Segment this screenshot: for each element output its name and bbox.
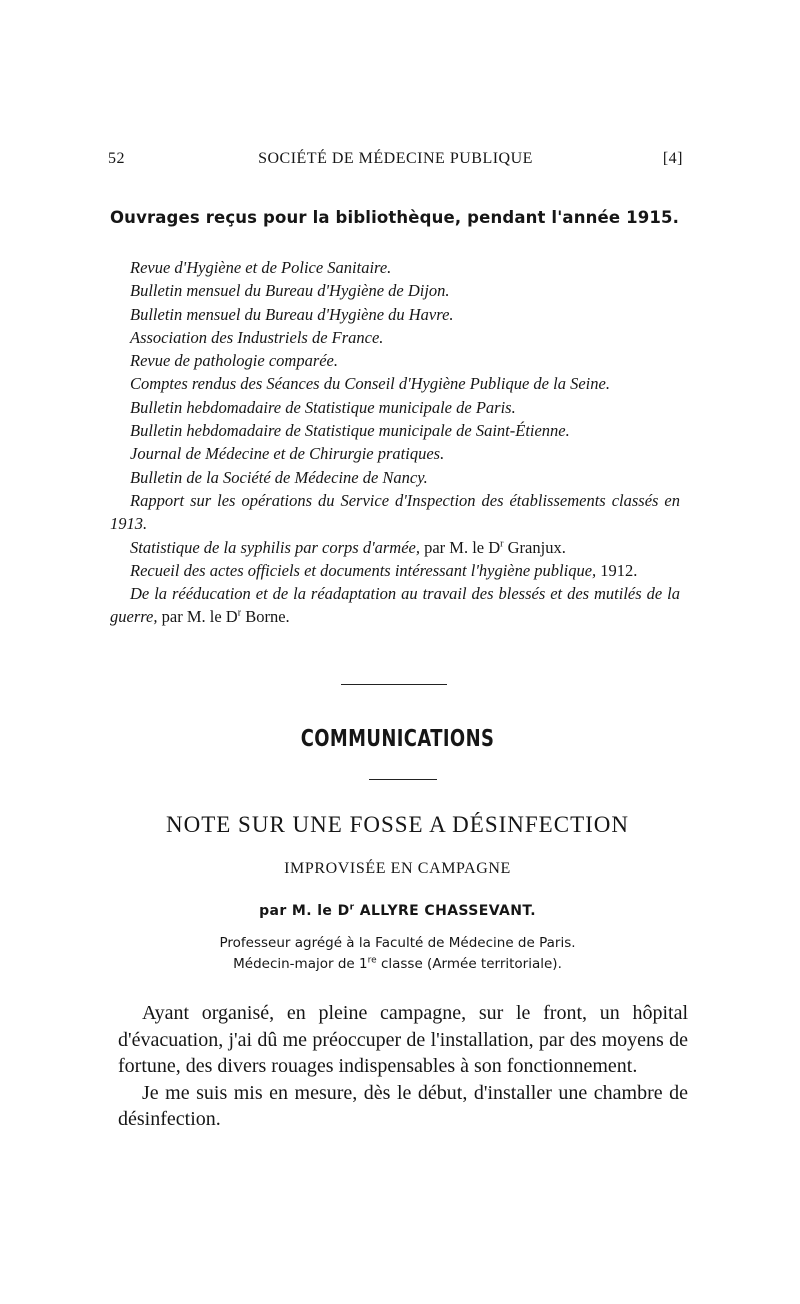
bibliography-entry: [110, 559, 680, 582]
article-subtitle: IMPROVISÉE EN CAMPAGNE: [284, 860, 511, 877]
running-title: SOCIÉTÉ DE MÉDECINE PUBLIQUE: [258, 150, 533, 167]
author-affiliation: [110, 933, 685, 975]
bibliography-entry: Bulletin hebdomadaire de Statistique municipale de Paris.: [130, 397, 516, 417]
affiliation-sup: re: [367, 955, 377, 966]
bibliography-entry: [110, 536, 680, 559]
bibliography-entry: Rapport sur les opérations du Service d'Inspection des établissements classés en 1913.: [110, 490, 680, 534]
entry-year: 1912.: [600, 560, 638, 580]
bibliography-list: [110, 256, 680, 629]
entry-sup: r: [237, 607, 242, 619]
bibliography-entry: Bulletin de la Société de Médecine de Nancy.: [130, 467, 428, 487]
entry-by: par M. le D: [161, 607, 238, 627]
affiliation-text: classe (Armée territoriale).: [380, 956, 562, 972]
heading-rule: [369, 779, 437, 780]
author-name: ALLYRE CHASSEVANT.: [359, 903, 536, 919]
bibliography-entry: Comptes rendus des Séances du Conseil d'Hygiène Publique de la Seine.: [130, 374, 610, 394]
bibliography-entry: Revue d'Hygiène et de Police Sanitaire.: [130, 258, 392, 277]
library-section-title: Ouvrages reçus pour la bibliothèque, pendant l'année 1915.: [110, 208, 680, 227]
page-number: 52: [108, 150, 125, 167]
article-author: [110, 903, 685, 919]
entry-title: Statistique de la syphilis par corps d'armée,: [130, 537, 420, 557]
bibliography-entry: Revue de pathologie comparée.: [130, 351, 339, 371]
section-divider: [341, 684, 447, 685]
entry-sup: r: [500, 538, 504, 550]
entry-by: par M. le D: [424, 537, 501, 557]
bibliography-entry: Bulletin hebdomadaire de Statistique municipale de Saint-Étienne.: [130, 421, 570, 441]
author-sup: r: [349, 902, 355, 913]
communications-heading: COMMUNICATIONS: [300, 726, 495, 752]
bibliography-entry: Bulletin mensuel du Bureau d'Hygiène du Havre.: [130, 304, 454, 324]
article-body: [118, 1000, 688, 1133]
affiliation-line: [110, 954, 685, 975]
entry-title: Recueil des actes officiels et documents intéressant l'hygiène publique,: [130, 560, 597, 580]
bibliography-entry: Association des Industriels de France.: [130, 327, 384, 347]
bibliography-entry: Bulletin mensuel du Bureau d'Hygiène de Dijon.: [130, 281, 450, 301]
affiliation-line: Professeur agrégé à la Faculté de Médecine de Paris.: [219, 935, 576, 951]
author-prefix: par M. le D: [259, 903, 350, 919]
affiliation-text: Médecin-major de 1: [233, 956, 368, 972]
section-number: [4]: [662, 150, 683, 167]
entry-title: De la rééducation et de la réadaptation au travail des blessés et des mutilés de la guerre,: [110, 584, 680, 627]
entry-author: Granjux.: [507, 537, 566, 557]
article-title: NOTE SUR UNE FOSSE A DÉSINFECTION: [165, 812, 629, 837]
entry-author: Borne.: [245, 607, 290, 627]
bibliography-entry: Journal de Médecine et de Chirurgie pratiques.: [130, 444, 445, 464]
bibliography-entry: [110, 582, 680, 629]
body-paragraph: Ayant organisé, en pleine campagne, sur le front, un hôpital d'évacuation, j'ai dû me préoccuper de l'installation, par des moyens de fortune, des divers rouages indispensables à son fonctionnement.: [118, 1002, 688, 1077]
body-paragraph: Je me suis mis en mesure, dès le début, d'installer une chambre de désinfection.: [118, 1081, 688, 1130]
